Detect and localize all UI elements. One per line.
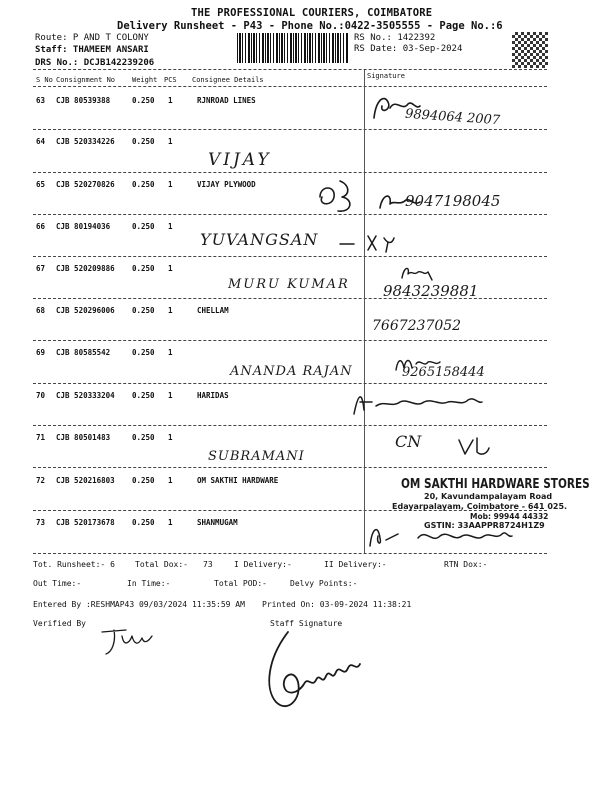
col-header-consignment: Consignment No bbox=[56, 76, 116, 84]
entered-by: Entered By :RESHMAP43 09/03/2024 11:35:59 AM bbox=[33, 600, 245, 609]
runsheet-title: Delivery Runsheet - P43 - Phone No.:0422-3505555 - Page No.:6 bbox=[117, 20, 503, 32]
weight-cell: 0.250 bbox=[132, 96, 155, 105]
handwritten-name: SUBRAMANI bbox=[208, 449, 305, 464]
col-header-pcs: PCS bbox=[164, 76, 177, 84]
signature-scribble bbox=[350, 388, 490, 422]
row-rule bbox=[33, 256, 547, 257]
consignment-cell: CJB 520296006 bbox=[56, 306, 115, 315]
consignment-cell: CJB 520334226 bbox=[56, 137, 115, 146]
sno-cell: 67 bbox=[36, 264, 46, 273]
sno-cell: 68 bbox=[36, 306, 46, 315]
sno-cell: 66 bbox=[36, 222, 46, 231]
weight-cell: 0.250 bbox=[132, 222, 155, 231]
table-top-rule bbox=[33, 69, 547, 70]
delvy-points: Delvy Points:- bbox=[290, 579, 358, 588]
signature-phone-note: 7667237052 bbox=[372, 318, 462, 334]
consignee-cell: HARIDAS bbox=[197, 391, 229, 400]
signature-phone-note: 9265158444 bbox=[402, 365, 485, 380]
weight-cell: 0.250 bbox=[132, 137, 155, 146]
staff-signature-scribble bbox=[258, 628, 368, 718]
pcs-cell: 1 bbox=[168, 180, 173, 189]
consignment-cell: CJB 80501483 bbox=[56, 433, 111, 442]
staff-text: Staff: THAMEEM ANSARI bbox=[35, 45, 149, 55]
handwritten-name: YUVANGSAN bbox=[200, 230, 319, 249]
row-rule bbox=[33, 340, 547, 341]
signature-scribble bbox=[398, 262, 438, 282]
col-header-sno: S No bbox=[36, 76, 53, 84]
handwritten-name: MURU KUMAR bbox=[228, 277, 350, 292]
col-header-consignee: Consignee Details bbox=[192, 76, 264, 84]
out-time: Out Time:- bbox=[33, 579, 82, 588]
tot-runsheet: Tot. Runsheet:- 6 bbox=[33, 560, 115, 569]
barcode-image bbox=[237, 33, 349, 63]
consignment-cell: CJB 520270826 bbox=[56, 180, 115, 189]
row-rule bbox=[33, 214, 547, 215]
verified-by-signature bbox=[98, 622, 158, 662]
consignee-cell: RJNROAD LINES bbox=[197, 96, 256, 105]
weight-cell: 0.250 bbox=[132, 391, 155, 400]
stamp-business-name: OM SAKTHI HARDWARE STORES bbox=[401, 476, 590, 492]
signature-scribble bbox=[338, 230, 398, 254]
consignment-cell: CJB 520209886 bbox=[56, 264, 115, 273]
weight-cell: 0.250 bbox=[132, 433, 155, 442]
sno-cell: 65 bbox=[36, 180, 46, 189]
row-rule bbox=[33, 467, 547, 468]
total-dox-value: 73 bbox=[203, 560, 213, 569]
col-header-weight: Weight bbox=[132, 76, 158, 84]
consignment-cell: CJB 520216803 bbox=[56, 476, 115, 485]
sno-cell: 72 bbox=[36, 476, 46, 485]
signature-scribble bbox=[455, 432, 495, 460]
consignment-cell: CJB 520173678 bbox=[56, 518, 115, 527]
rtn-dox: RTN Dox:- bbox=[444, 560, 488, 569]
in-time: In Time:- bbox=[127, 579, 171, 588]
rs-number: RS No.: 1422392 bbox=[354, 33, 436, 43]
consignment-cell: CJB 80539388 bbox=[56, 96, 111, 105]
signature-phone-note: CN bbox=[395, 432, 422, 451]
verified-by-label: Verified By bbox=[33, 619, 86, 628]
consignment-cell: CJB 80194036 bbox=[56, 222, 111, 231]
signature-phone-note: 9843239881 bbox=[383, 282, 479, 300]
pcs-cell: 1 bbox=[168, 518, 173, 527]
pcs-cell: 1 bbox=[168, 476, 173, 485]
row-rule bbox=[33, 425, 547, 426]
pcs-cell: 1 bbox=[168, 433, 173, 442]
row-rule bbox=[33, 172, 547, 173]
consignee-cell: VIJAY PLYWOOD bbox=[197, 180, 256, 189]
signature-scribble bbox=[394, 352, 444, 376]
weight-cell: 0.250 bbox=[132, 264, 155, 273]
pcs-cell: 1 bbox=[168, 96, 173, 105]
consignment-cell: CJB 520333204 bbox=[56, 391, 115, 400]
signature-phone-note: 9047198045 bbox=[405, 192, 501, 210]
drs-number: DRS No.: DCJB142239206 bbox=[35, 58, 155, 68]
signature-phone-note: 9894064 2007 bbox=[404, 106, 501, 129]
consignee-cell: SHANMUGAM bbox=[197, 518, 238, 527]
sno-cell: 71 bbox=[36, 433, 46, 442]
consignment-cell: CJB 80585542 bbox=[56, 348, 111, 357]
pcs-cell: 1 bbox=[168, 264, 173, 273]
total-dox-label: Total Dox:- bbox=[135, 560, 188, 569]
weight-cell: 0.250 bbox=[132, 348, 155, 357]
weight-cell: 0.250 bbox=[132, 476, 155, 485]
company-title: THE PROFESSIONAL COURIERS, COIMBATORE bbox=[191, 7, 433, 19]
stamp-address-line: 20, Kavundampalayam Road bbox=[424, 492, 553, 501]
col-header-signature: Signature bbox=[367, 72, 405, 80]
pcs-cell: 1 bbox=[168, 391, 173, 400]
sno-cell: 64 bbox=[36, 137, 46, 146]
weight-cell: 0.250 bbox=[132, 518, 155, 527]
pcs-cell: 1 bbox=[168, 222, 173, 231]
stamp-mobile-line: Mob: 99944 44332 bbox=[470, 512, 549, 521]
route-text: Route: P AND T COLONY bbox=[35, 33, 149, 43]
rs-date: RS Date: 03-Sep-2024 bbox=[354, 44, 463, 54]
ii-delivery: II Delivery:- bbox=[324, 560, 387, 569]
printed-on: Printed On: 03-09-2024 11:38:21 bbox=[262, 600, 412, 609]
pcs-cell: 1 bbox=[168, 137, 173, 146]
consignee-cell: CHELLAM bbox=[197, 306, 229, 315]
weight-cell: 0.250 bbox=[132, 180, 155, 189]
sno-cell: 70 bbox=[36, 391, 46, 400]
weight-cell: 0.250 bbox=[132, 306, 155, 315]
sno-cell: 63 bbox=[36, 96, 46, 105]
signature-scribble bbox=[376, 186, 426, 216]
signature-scribble bbox=[368, 88, 428, 128]
pcs-cell: 1 bbox=[168, 348, 173, 357]
stamp-gstin-line: GSTIN: 33AAPPR8724H1Z9 bbox=[424, 521, 545, 530]
row-rule bbox=[33, 383, 547, 384]
pcs-cell: 1 bbox=[168, 306, 173, 315]
handwritten-name: ANANDA RAJAN bbox=[230, 364, 353, 379]
i-delivery: I Delivery:- bbox=[234, 560, 292, 569]
row-rule bbox=[33, 129, 547, 130]
header-rule bbox=[33, 86, 547, 87]
sno-cell: 69 bbox=[36, 348, 46, 357]
consignee-cell: OM SAKTHI HARDWARE bbox=[197, 476, 279, 485]
signature-column-divider bbox=[364, 70, 365, 554]
total-pod: Total POD:- bbox=[214, 579, 267, 588]
stamp-address-line: Edayarpalayam, Coimbatore - 641 025. bbox=[392, 502, 568, 511]
signature-scribble bbox=[310, 175, 370, 219]
staff-signature-label: Staff Signature bbox=[270, 619, 343, 628]
sno-cell: 73 bbox=[36, 518, 46, 527]
handwritten-name: VIJAY bbox=[208, 150, 272, 170]
qr-code-image bbox=[512, 32, 548, 68]
